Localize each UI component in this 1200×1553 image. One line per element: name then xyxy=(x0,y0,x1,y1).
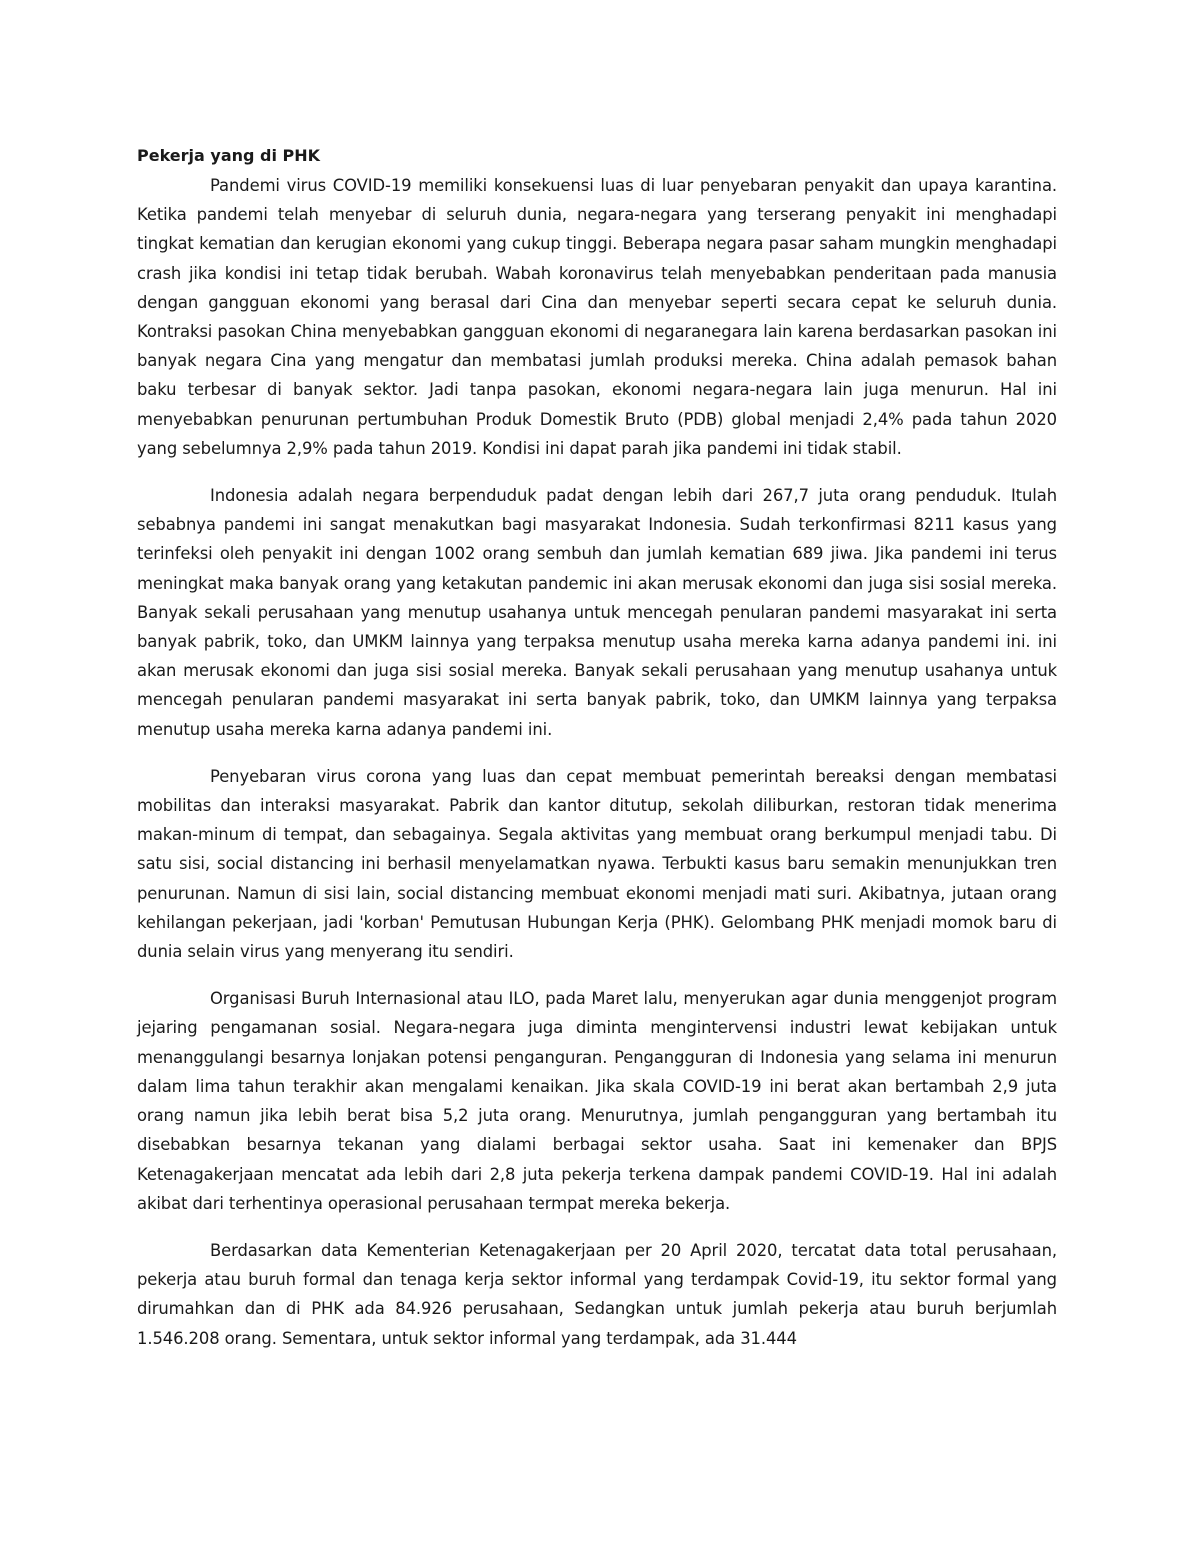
document-title: Pekerja yang di PHK xyxy=(137,146,321,165)
paragraph-2: Indonesia adalah negara berpenduduk padat dengan lebih dari 267,7 juta orang penduduk. Itulah sebabnya pandemi ini sangat menakutkan bagi masyarakat Indonesia. Sudah terkonfirmasi 8211 kasus yang terinfeksi oleh penyakit ini dengan 1002 orang sembuh dan jumlah kematian 689 jiwa. Jika pandemi ini terus meningkat maka banyak orang yang ketakutan pandemic ini akan merusak ekonomi dan juga sisi sosial mereka. Banyak sekali perusahaan yang menutup usahanya untuk mencegah penularan pandemi masyarakat ini serta banyak pabrik, toko, dan UMKM lainnya yang terpaksa menutup usaha mereka karna adanya pandemi ini. ini akan merusak ekonomi dan juga sisi sosial mereka. Banyak sekali perusahaan yang menutup usahanya untuk mencegah penularan pandemi masyarakat ini serta banyak pabrik, toko, dan UMKM lainnya yang terpaksa menutup usaha mereka karna adanya pandemi ini. xyxy=(137,486,1057,739)
paragraph-5: Berdasarkan data Kementerian Ketenagakerjaan per 20 April 2020, tercatat data total perusahaan, pekerja atau buruh formal dan tenaga kerja sektor informal yang terdampak Covid-19, itu sektor formal yang dirumahkan dan di PHK ada 84.926 perusahaan, Sedangkan untuk jumlah pekerja atau buruh berjumlah 1.546.208 orang. Sementara, untuk sektor informal yang terdampak, ada 31.444 xyxy=(137,1240,1057,1348)
paragraph-4: Organisasi Buruh Internasional atau ILO, pada Maret lalu, menyerukan agar dunia menggenjot program jejaring pengamanan sosial. Negara-negara juga diminta mengintervensi industri lewat kebijakan untuk menanggulangi besarnya lonjakan potensi penganguran. Pengangguran di Indonesia yang selama ini menurun dalam lima tahun terakhir akan mengalami kenaikan. Jika skala COVID-19 ini berat akan bertambah 2,9 juta orang namun jika lebih berat bisa 5,2 juta orang. Menurutnya, jumlah pengangguran yang bertambah itu disebabkan besarnya tekanan yang dialami berbagai sektor usaha. Saat ini kemenaker dan BPJS Ketenagakerjaan mencatat ada lebih dari 2,8 juta pekerja terkena dampak pandemi COVID-19. Hal ini adalah akibat dari terhentinya operasional perusahaan termpat mereka bekerja. xyxy=(137,989,1057,1213)
paragraph-3: Penyebaran virus corona yang luas dan cepat membuat pemerintah bereaksi dengan membatasi mobilitas dan interaksi masyarakat. Pabrik dan kantor ditutup, sekolah diliburkan, restoran tidak menerima makan-minum di tempat, dan sebagainya. Segala aktivitas yang membuat orang berkumpul menjadi tabu. Di satu sisi, social distancing ini berhasil menyelamatkan nyawa. Terbukti kasus baru semakin menunjukkan tren penurunan. Namun di sisi lain, social distancing membuat ekonomi menjadi mati suri. Akibatnya, jutaan orang kehilangan pekerjaan, jadi 'korban' Pemutusan Hubungan Kerja (PHK). Gelombang PHK menjadi momok baru di dunia selain virus yang menyerang itu sendiri. xyxy=(137,766,1057,962)
document-page xyxy=(137,141,1057,1371)
paragraph-1: Pandemi virus COVID-19 memiliki konsekuensi luas di luar penyebaran penyakit dan upaya karantina. Ketika pandemi telah menyebar di seluruh dunia, negara-negara yang terserang penyakit ini menghadapi tingkat kematian dan kerugian ekonomi yang cukup tinggi. Beberapa negara pasar saham mungkin menghadapi crash jika kondisi ini tetap tidak berubah. Wabah koronavirus telah menyebabkan penderitaan pada manusia dengan gangguan ekonomi yang berasal dari Cina dan menyebar seperti secara cepat ke seluruh dunia. Kontraksi pasokan China menyebabkan gangguan ekonomi di negaranegara lain karena berdasarkan pasokan ini banyak negara Cina yang mengatur dan membatasi jumlah produksi mereka. China adalah pemasok bahan baku terbesar di banyak sektor. Jadi tanpa pasokan, ekonomi negara-negara lain juga menurun. Hal ini menyebabkan penurunan pertumbuhan Produk Domestik Bruto (PDB) global menjadi 2,4% pada tahun 2020 yang sebelumnya 2,9% pada tahun 2019. Kondisi ini dapat parah jika pandemi ini tidak stabil. xyxy=(137,176,1057,458)
